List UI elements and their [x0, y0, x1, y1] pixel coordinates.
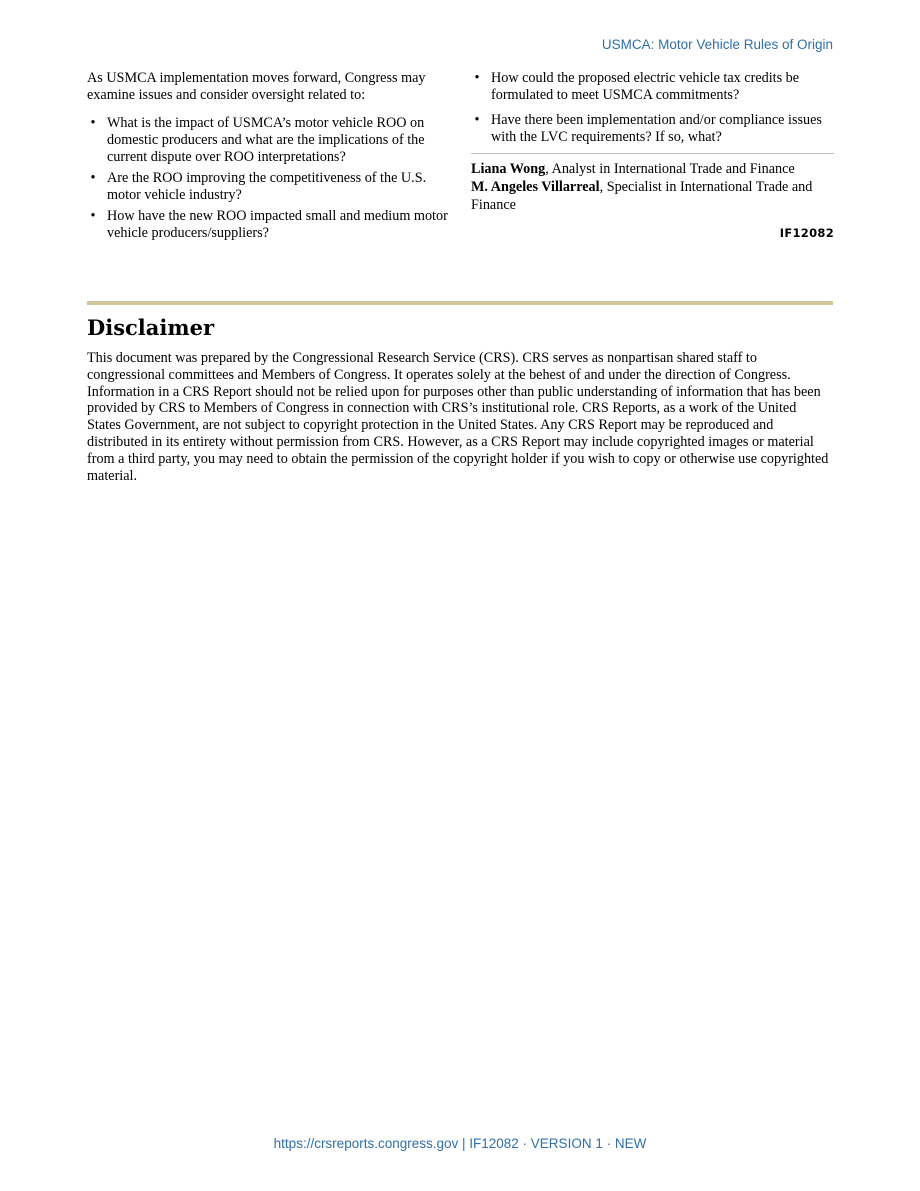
oversight-intro: As USMCA implementation moves forward, Congress may examine issues and consider oversight related to: — [87, 70, 426, 103]
disclaimer-section — [87, 314, 833, 484]
author-title: , Analyst in International Trade and Finance — [545, 161, 795, 177]
list-item — [87, 208, 449, 242]
author-title: , Specialist in International Trade and Finance — [471, 179, 813, 213]
list-item-text: How have the new ROO impacted small and medium motor vehicle producers/suppliers? — [107, 208, 448, 241]
bullet-icon: • — [90, 170, 96, 186]
disclaimer-heading: Disclaimer — [87, 315, 215, 340]
author-block — [471, 160, 834, 214]
list-item — [87, 170, 449, 204]
bullet-icon: • — [474, 112, 480, 128]
author-name: Liana Wong — [471, 161, 546, 177]
author-line — [471, 160, 834, 178]
list-item — [471, 70, 834, 104]
bullet-icon: • — [474, 70, 480, 86]
oversight-questions-list-continued — [471, 70, 834, 146]
disclaimer-body: This document was prepared by the Congressional Research Service (CRS). CRS serves as nonpartisan shared staff to congressional committees and Members of Congress. It operates solely at the behest of and under the direction of Congress. Information in a CRS Report should not be relied upon for purposes other than public understanding of information that has been provided by CRS to Members of Congress in connection with CRS’s institutional role. CRS Reports, as a work of the United States Government, are not subject to copyright protection in the United States. Any CRS Report may be reproduced and distributed in its entirety without permission from CRS. However, as a CRS Report may include copyrighted images or material from a third party, you may need to obtain the permission of the copyright holder if you wish to copy or otherwise use copyrighted material. — [87, 350, 829, 484]
page-footer — [0, 1136, 920, 1151]
bullet-icon: • — [90, 115, 96, 131]
author-divider — [471, 153, 834, 154]
running-header-title: USMCA: Motor Vehicle Rules of Origin — [601, 37, 833, 52]
section-divider — [87, 301, 833, 305]
left-column — [87, 70, 449, 242]
footer-separator: | — [458, 1136, 470, 1151]
author-name: M. Angeles Villarreal — [471, 179, 600, 195]
list-item — [471, 112, 834, 146]
author-line — [471, 178, 834, 214]
list-item-text: What is the impact of USMCA’s motor vehicle ROO on domestic producers and what are the implications of the current dispute over ROO interpretations? — [107, 115, 425, 165]
footer-url-link[interactable]: https://crsreports.congress.gov — [273, 1136, 459, 1151]
oversight-questions-list — [87, 115, 449, 242]
list-item-text: Have there been implementation and/or compliance issues with the LVC requirements? If so, what? — [491, 112, 822, 145]
list-item-text: How could the proposed electric vehicle tax credits be formulated to meet USMCA commitments? — [491, 70, 800, 103]
list-item-text: Are the ROO improving the competitiveness of the U.S. motor vehicle industry? — [107, 170, 427, 203]
bullet-icon: • — [90, 208, 96, 224]
report-id: IF12082 — [779, 226, 834, 240]
list-item — [87, 115, 449, 166]
right-column — [471, 70, 834, 242]
footer-product-info: IF12082 · VERSION 1 · NEW — [469, 1136, 647, 1151]
